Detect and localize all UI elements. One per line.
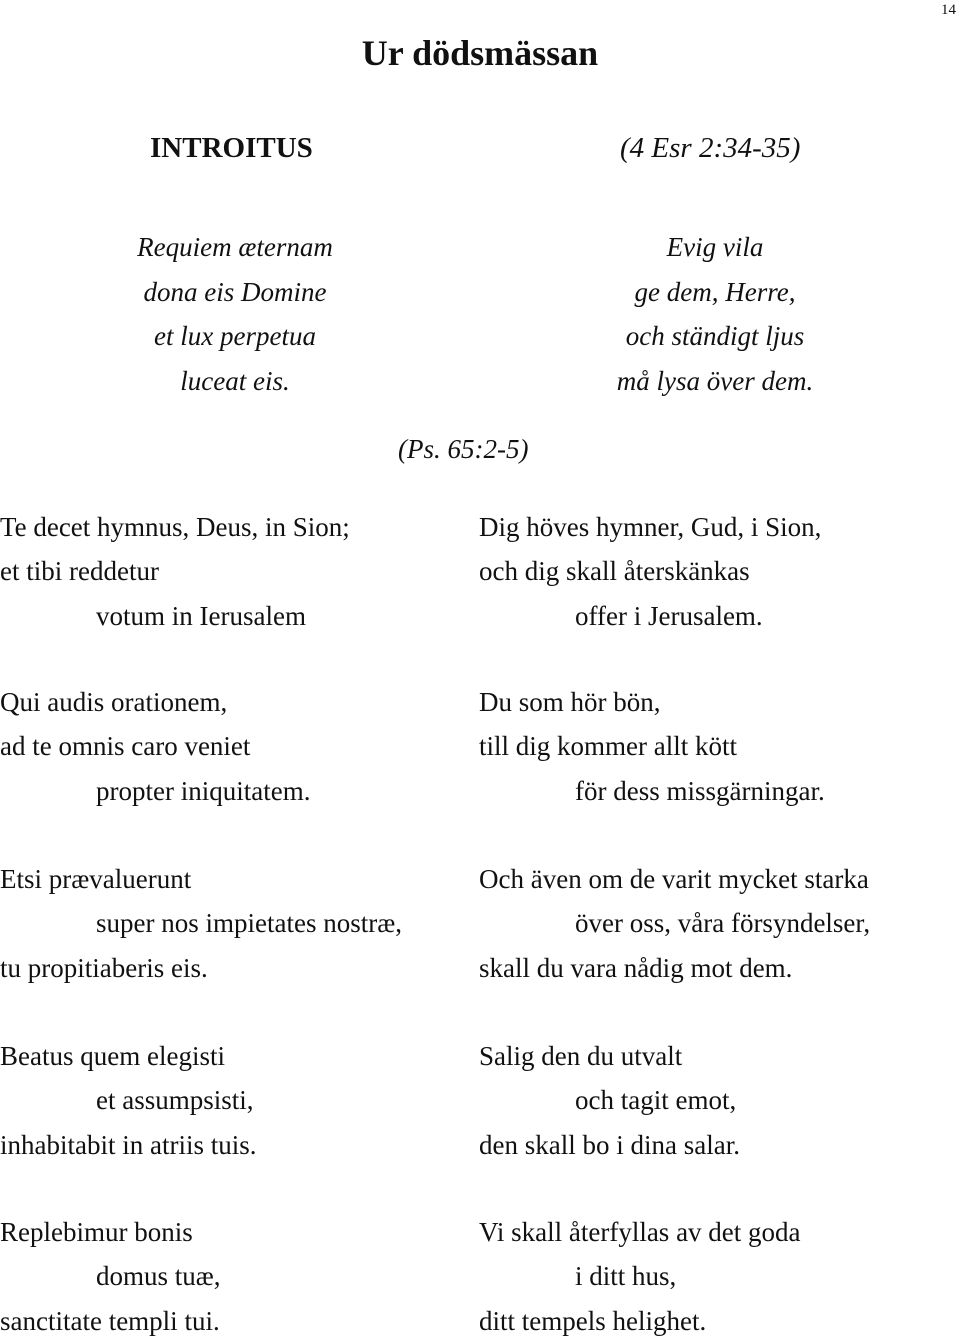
verse-line: Etsi prævaluerunt	[0, 864, 192, 894]
stanza-latin	[0, 857, 402, 990]
verse-line: propter iniquitatem.	[96, 775, 311, 806]
verse-line: super nos impietates nostræ,	[96, 908, 402, 939]
introitus-latin-text	[100, 225, 370, 403]
stanza-swedish	[479, 680, 825, 813]
verse-line: Och även om de varit mycket starka	[479, 864, 869, 894]
verse-line: et lux perpetua	[154, 321, 316, 351]
verse-line: Evig vila	[666, 232, 764, 262]
psalm-reference: (Ps. 65:2-5)	[398, 434, 529, 464]
verse-line: votum in Ierusalem	[96, 600, 306, 631]
verse-line: skall du vara nådig mot dem.	[479, 952, 793, 983]
introitus-heading: INTROITUS	[150, 132, 313, 164]
verse-line: et assumpsisti,	[96, 1085, 254, 1116]
verse-line: tu propitiaberis eis.	[0, 952, 208, 983]
verse-line: Qui audis orationem,	[0, 687, 228, 717]
verse-line: Salig den du utvalt	[479, 1041, 683, 1071]
stanza-swedish	[479, 1210, 801, 1343]
introitus-swedish-text	[570, 225, 860, 403]
page-number: 14	[941, 2, 956, 18]
verse-line: Du som hör bön,	[479, 687, 661, 717]
verse-line: Te decet hymnus, Deus, in Sion;	[0, 512, 350, 542]
verse-line: Replebimur bonis	[0, 1217, 193, 1247]
verse-line: och dig skall återskänkas	[479, 556, 750, 587]
stanza-swedish	[479, 1034, 740, 1167]
verse-line: sanctitate templi tui.	[0, 1305, 220, 1336]
stanza-latin	[0, 505, 350, 638]
verse-line: för dess missgärningar.	[575, 775, 825, 806]
verse-line: den skall bo i dina salar.	[479, 1129, 740, 1160]
verse-line: ad te omnis caro veniet	[0, 731, 251, 762]
stanza-swedish	[479, 857, 870, 990]
stanza-latin	[0, 680, 310, 813]
verse-line: och tagit emot,	[575, 1085, 737, 1116]
verse-line: et tibi reddetur	[0, 556, 159, 587]
verse-line: Dig höves hymner, Gud, i Sion,	[479, 512, 822, 542]
introitus-reference: (4 Esr 2:34-35)	[620, 132, 801, 164]
verse-line: Beatus quem elegisti	[0, 1041, 225, 1071]
stanza-swedish	[479, 505, 821, 638]
verse-line: inhabitabit in atriis tuis.	[0, 1129, 257, 1160]
verse-line: och ständigt ljus	[625, 321, 805, 351]
verse-line: dona eis Domine	[143, 276, 327, 307]
verse-line: domus tuæ,	[96, 1261, 221, 1292]
verse-line: i ditt hus,	[575, 1261, 677, 1292]
stanza-latin	[0, 1034, 256, 1167]
verse-line: ge dem, Herre,	[634, 276, 796, 307]
verse-line: må lysa över dem.	[616, 365, 814, 396]
verse-line: ditt tempels helighet.	[479, 1305, 707, 1336]
verse-line: Vi skall återfyllas av det goda	[479, 1217, 801, 1247]
verse-line: över oss, våra försyndelser,	[575, 908, 871, 939]
verse-line: Requiem æternam	[137, 232, 333, 262]
verse-line: luceat eis.	[180, 365, 290, 396]
page-title: Ur dödsmässan	[361, 33, 599, 73]
verse-line: offer i Jerusalem.	[575, 600, 763, 631]
verse-line: till dig kommer allt kött	[479, 731, 737, 762]
stanza-latin	[0, 1210, 221, 1343]
